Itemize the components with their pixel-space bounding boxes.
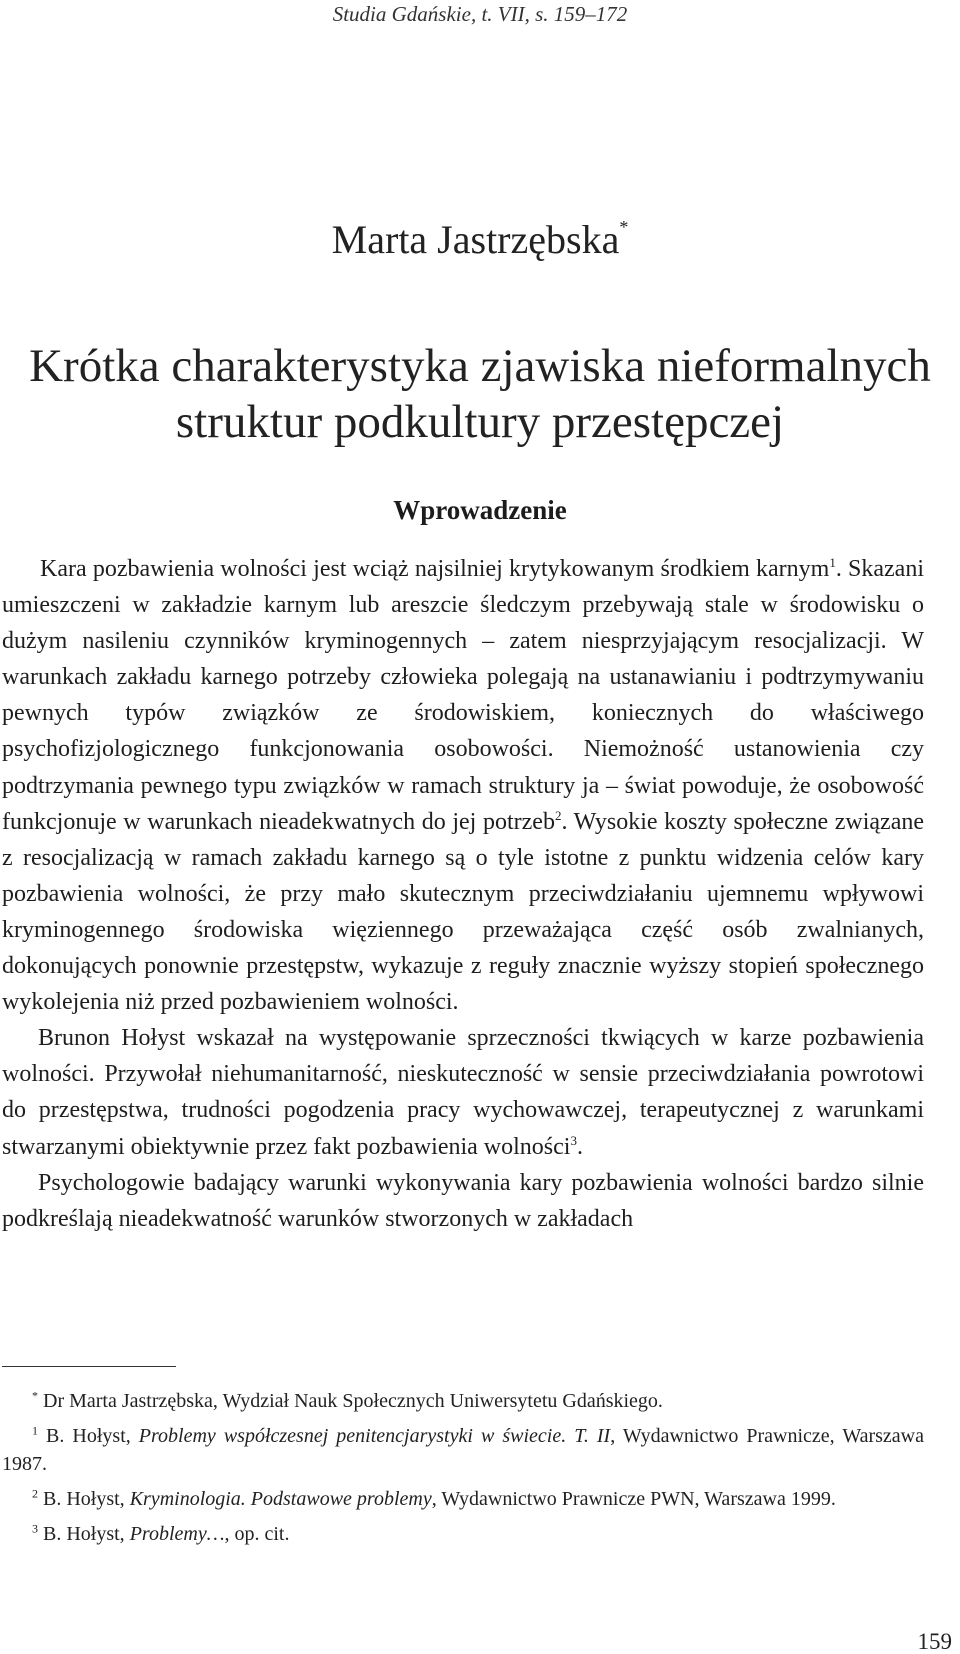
- paragraph-2: [2, 1020, 924, 1164]
- paragraph-1-text-b: . Skazani umieszczeni w zakładzie karnym lub areszcie śledczym przebywają stale w środowisku o dużym nasileniu czynników kryminogennych – zatem niesprzyjającym resocjalizacji. W warunkach zakładu karnego potrzeby człowieka polegają na ustanawianiu i podtrzymywaniu pewnych typów związków ze środowiskiem, koniecznych do właściwego psychofizjologicznego funkcjonowania osobowości. Niemożność ustanowienia czy podtrzymania pewnego typu związków w ramach struktury ja – świat powoduje, że osobowość funkcjonuje w warunkach nieadekwatnych do jej potrzeb: [2, 556, 924, 835]
- paragraph-3-text: Psychologowie badający warunki wykonywania kary pozbawienia wolności bardzo silnie podkreślają nieadekwatność warunków stworzonych w zakładach: [2, 1169, 924, 1232]
- article-title: [0, 338, 960, 450]
- footnote-author: [2, 1387, 924, 1415]
- footnote-ref-2[interactable]: 2: [554, 807, 562, 823]
- footnotes: [2, 1387, 924, 1555]
- article-title-line-2: struktur podkultury przestępczej: [175, 396, 785, 448]
- article-body: [2, 551, 924, 1237]
- footnote-2: [2, 1485, 924, 1513]
- paragraph-1: [2, 551, 924, 1020]
- author-name-text: Marta Jastrzębska: [331, 217, 620, 262]
- paragraph-1-text-c: . Wysokie koszty społeczne związane z resocjalizacją w ramach zakładu karnego są o tyle istotne z punktu widzenia celów kary pozbawienia wolności, że przy mało skutecznym przeciwdziałaniu ujemnemu wpływowi kryminogennego środowiska więziennego przeważająca część osób zwalnianych, dokonujących ponownie przestępstw, wykazuje z reguły znacznie wyższy stopień społecznego wykolejenia niż przed pozbawieniem wolności.: [2, 808, 924, 1016]
- page-number: 159: [917, 1629, 952, 1654]
- footnote-text: B. Hołyst,: [43, 1488, 130, 1510]
- section-heading: Wprowadzenie: [393, 495, 567, 525]
- footnote-title: Kryminologia. Podstawowe problemy: [129, 1488, 432, 1510]
- footnote-ref-1[interactable]: 1: [829, 555, 836, 570]
- footnote-mark: *: [32, 1388, 38, 1403]
- running-head: Studia Gdańskie, t. VII, s. 159–172: [332, 2, 628, 26]
- author-footnote-mark: *: [619, 216, 629, 237]
- footnote-text: B. Hołyst,: [43, 1523, 130, 1545]
- footnote-separator: [2, 1366, 176, 1367]
- paragraph-2-text-b: .: [576, 1133, 583, 1160]
- footnote-mark: 2: [32, 1486, 38, 1501]
- footnote-mark: 1: [32, 1423, 38, 1438]
- footnote-1: [2, 1422, 924, 1478]
- footnote-text: Dr Marta Jastrzębska, Wydział Nauk Społecznych Uniwersytetu Gdańskiego.: [43, 1390, 663, 1412]
- footnote-title: Problemy…: [129, 1523, 225, 1545]
- footnote-text: , Wydawnictwo Prawnicze PWN, Warszawa 1999.: [431, 1488, 836, 1510]
- footnote-text: , op. cit.: [224, 1523, 290, 1545]
- footnote-text: B. Hołyst,: [46, 1425, 139, 1447]
- footnote-text: , Wydawnictwo Prawnicze, Warszawa 1987.: [2, 1425, 925, 1475]
- footnote-title: Problemy współczesnej penitencjarystyki w świecie. T. II: [138, 1425, 611, 1447]
- paragraph-1-text-a: Kara pozbawienia wolności jest wciąż najsilniej krytykowanym środkiem karnym: [40, 556, 830, 582]
- footnote-3: [2, 1520, 924, 1548]
- paragraph-2-text-a: Brunon Hołyst wskazał na występowanie sprzeczności tkwiących w karze pozbawienia wolności. Przywołał niehumanitarność, nieskuteczność w sensie przeciwdziałania powrotowi do przestępstwa, trudności pogodzenia pracy wychowawczej, terapeutycznej z warunkami stwarzanymi obiektywnie przez fakt pozbawienia wolności: [2, 1025, 924, 1160]
- paragraph-3: [2, 1165, 924, 1237]
- footnote-ref-3[interactable]: 3: [570, 1132, 577, 1148]
- author-name: [0, 216, 960, 263]
- article-title-line-1: Krótka charakterystyka zjawiska nieformalnych: [29, 340, 931, 392]
- footnote-mark: 3: [32, 1521, 38, 1536]
